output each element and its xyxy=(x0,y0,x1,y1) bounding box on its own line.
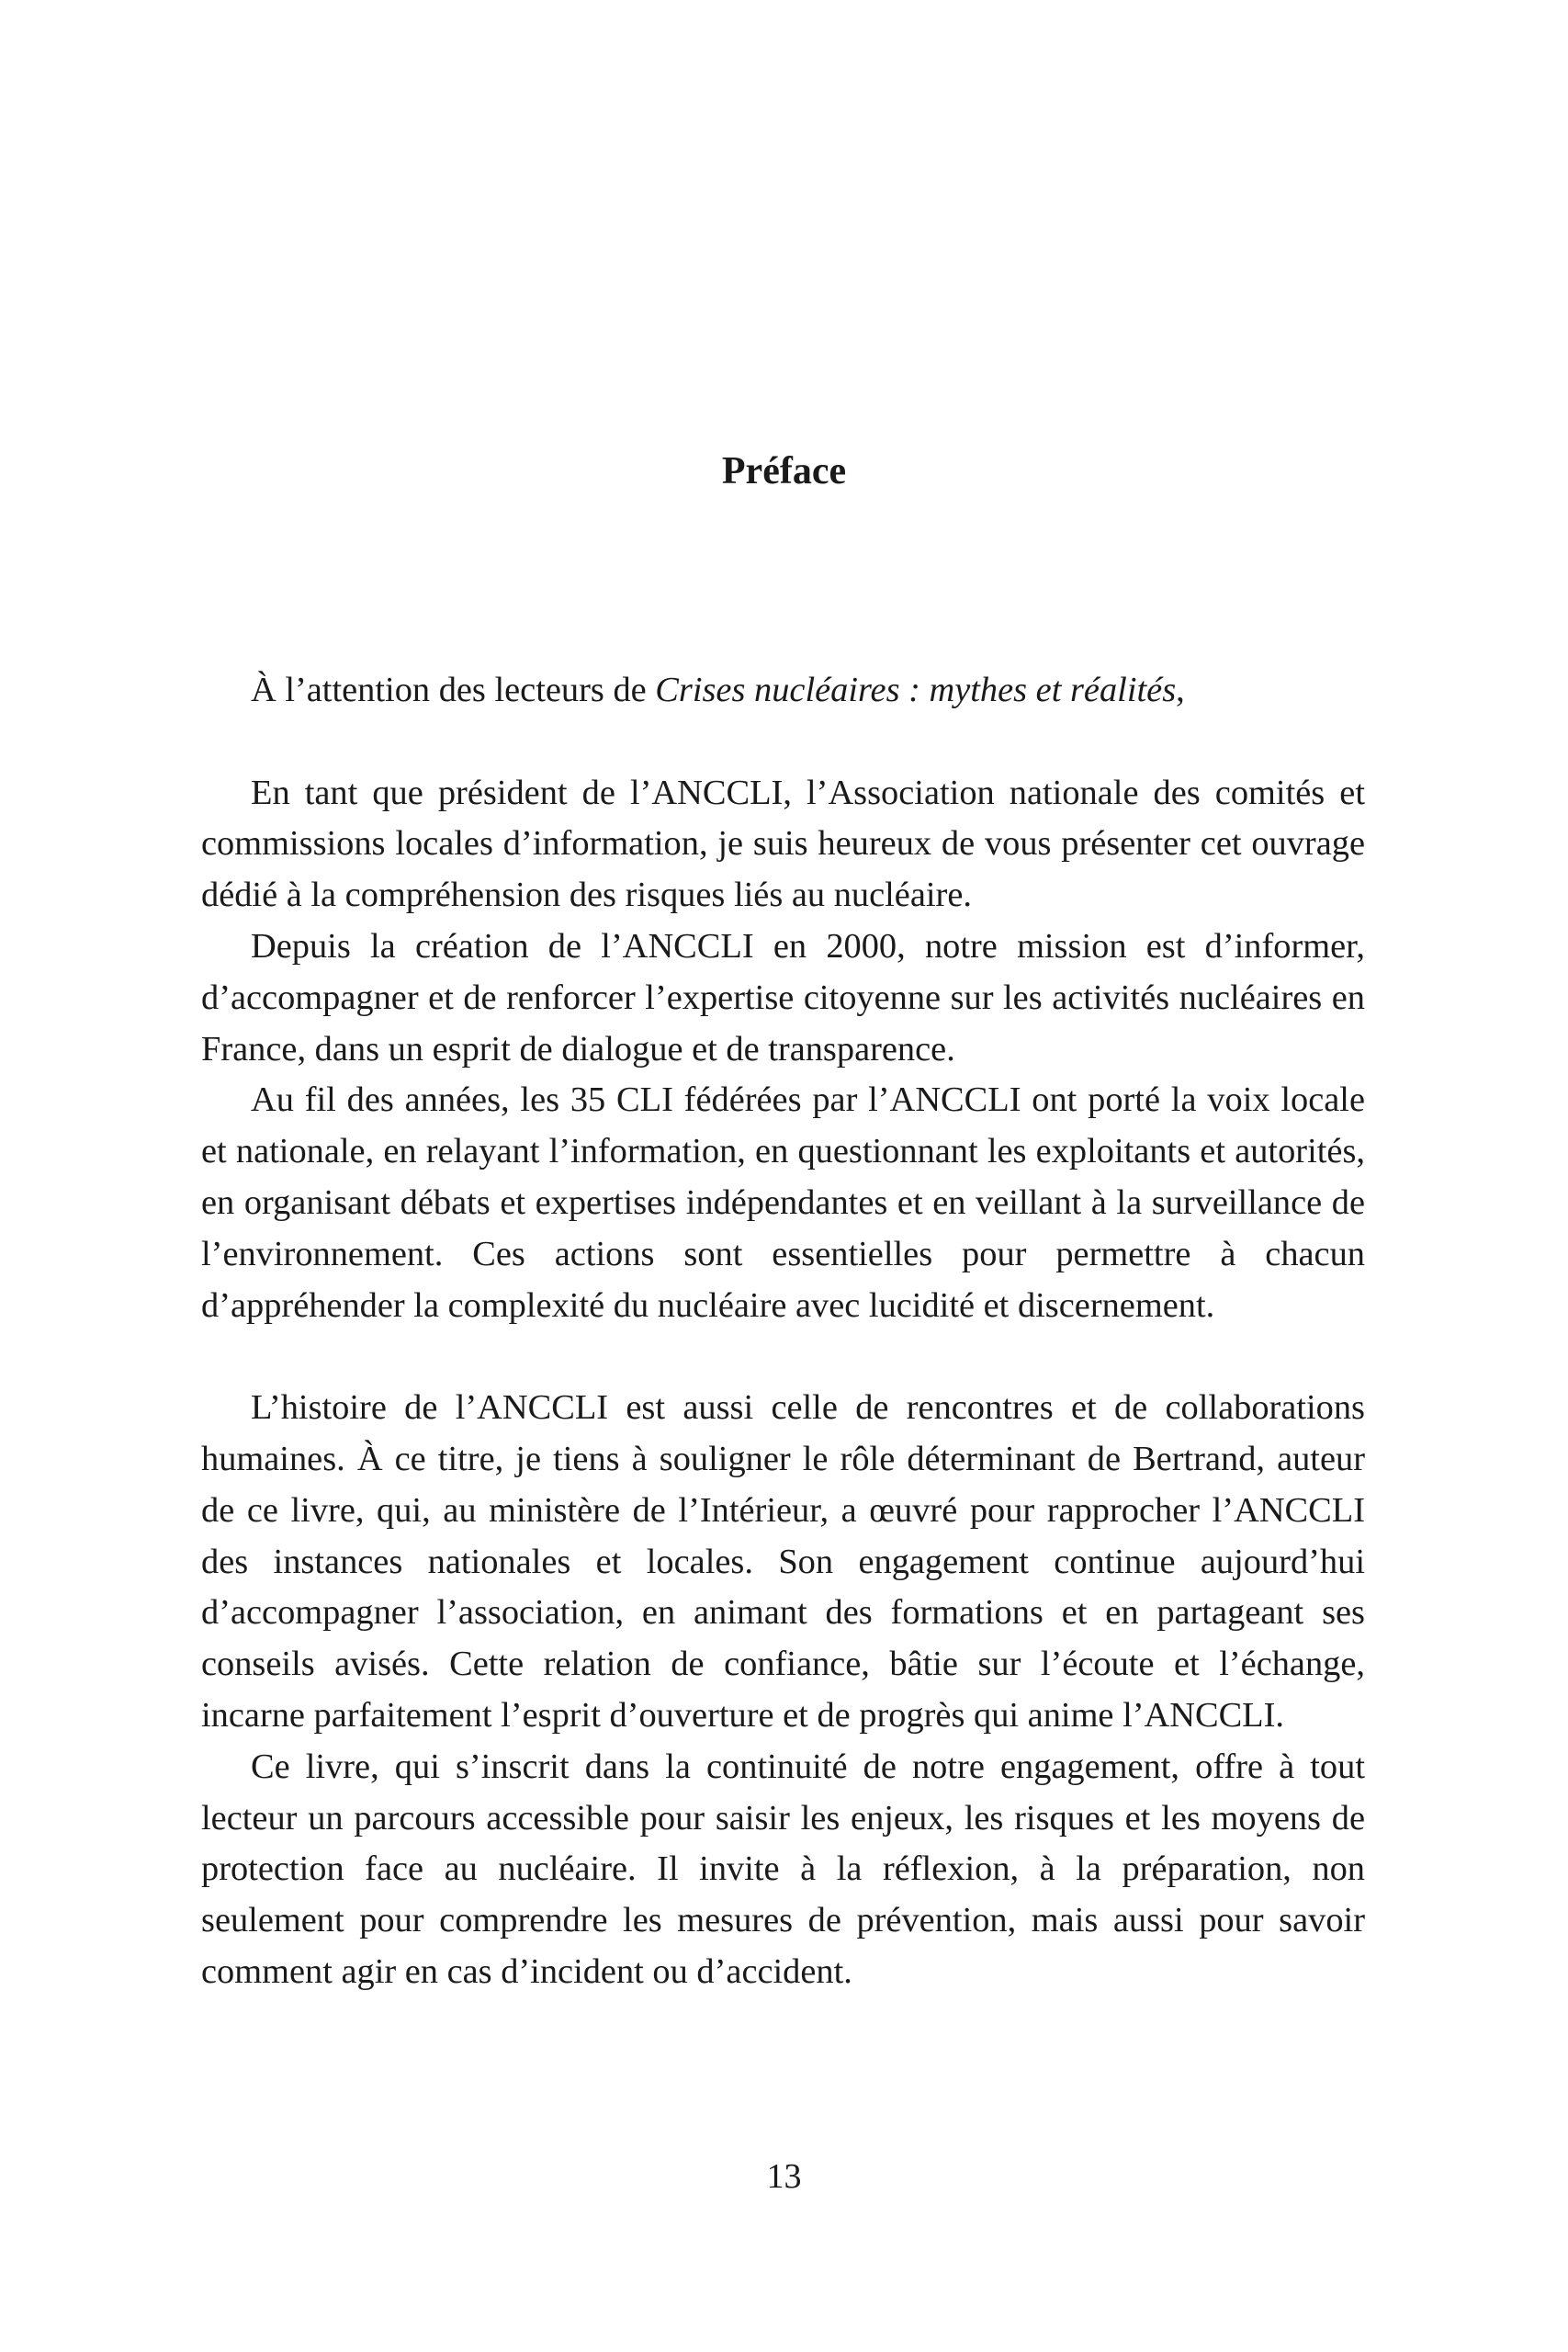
preface-body xyxy=(201,665,1365,1998)
paragraph-1: En tant que président de l’ANCCLI, l’Association nationale des comités et commissions locales d’information, je suis heureux de vous présenter cet ouvrage dédié à la compréhension des risques liés au nucléaire. xyxy=(201,773,1365,915)
page-number: 13 xyxy=(766,2157,802,2196)
salutation-suffix: , xyxy=(1176,671,1185,709)
salutation-prefix: À l’attention des lecteurs de xyxy=(251,671,656,709)
paragraph-2: Depuis la création de l’ANCCLI en 2000, notre mission est d’informer, d’accompagner et de renforcer l’expertise citoyenne sur les activités nucléaires en France, dans un esprit de dialogue et de transparence. xyxy=(201,926,1365,1069)
page-title: Préface xyxy=(721,450,847,492)
paragraph-4: L’histoire de l’ANCCLI est aussi celle de rencontres et de collaborations humaines. À ce titre, je tiens à souligner le rôle déterminant de Bertrand, auteur de ce livre, qui, au ministère de l’Intérieur, a œuvré pour rapprocher l’ANCCLI des instances nationales et locales. Son engagement continue aujourd’hui d’accompagner l’association, en animant des formations et en partageant ses conseils avisés. Cette relation de confiance, bâtie sur l’écoute et l’échange, incarne parfaitement l’esprit d’ouverture et de progrès qui anime l’ANCCLI. xyxy=(201,1388,1365,1735)
salutation-paragraph xyxy=(201,665,1365,717)
paragraph-5: Ce livre, qui s’inscrit dans la continuité de notre engagement, offre à tout lecteur un parcours accessible pour saisir les enjeux, les risques et les moyens de protection face au nucléaire. Il invite à la réflexion, à la préparation, non seulement pour comprendre les mesures de prévention, mais aussi pour savoir comment agir en cas d’incident ou d’accident. xyxy=(201,1747,1365,1991)
book-title-italic: Crises nucléaires : mythes et réalités xyxy=(655,671,1177,709)
paragraph-3: Au fil des années, les 35 CLI fédérées par l’ANCCLI ont porté la voix locale et nationale, en relayant l’information, en questionnant les exploitants et autorités, en organisant débats et expertises indépendantes et en veillant à la surveillance de l’environnement. Ces actions sont essentielles pour permettre à chacun d’appréhender la complexité du nucléaire avec lucidité et discernement. xyxy=(201,1080,1365,1325)
